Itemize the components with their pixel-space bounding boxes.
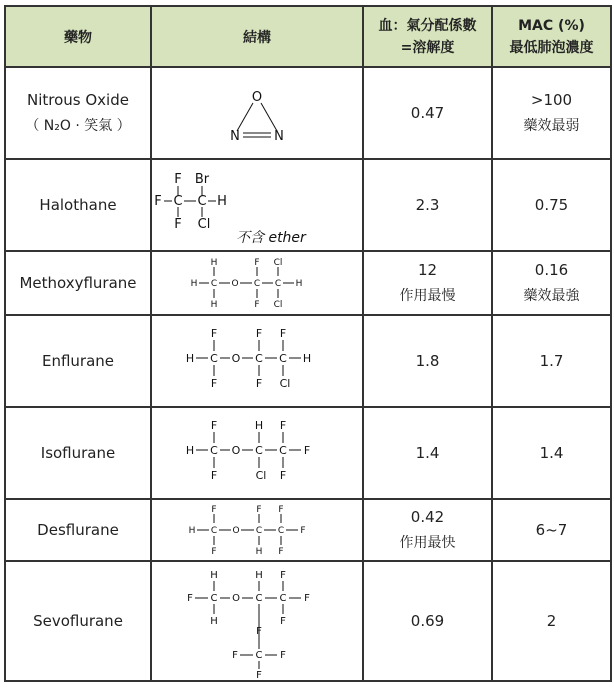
atom-label: F [174,217,182,232]
drug-name: Methoxyflurane [19,274,137,292]
header-drug: 藥物 [5,6,151,67]
atom-label: F [174,172,182,187]
partition-value: 0.47 [410,104,445,122]
atom-label: C [255,444,263,457]
atom-label: H [185,444,195,457]
drug-name: Sevoflurane [33,612,123,630]
header-partition-line1: 血：氣分配係數 [378,17,477,34]
atom-label: F [278,505,284,515]
atom-label: Cl [273,258,283,268]
atom-label: F [280,616,286,627]
atom-label: N [274,129,284,144]
atom-label: C [255,526,263,536]
structure-cell [151,251,363,315]
partition-cell [363,315,492,407]
mac-cell [492,407,611,499]
table-row [5,561,611,681]
mac-value: 1.7 [539,352,564,370]
atom-label: O [232,526,240,536]
atom-label: F [256,626,262,637]
header-mac-line2: 最低肺泡濃度 [509,39,594,56]
structure-halothane [152,161,362,249]
atom-label: H [217,194,227,209]
drug-name: Halothane [39,196,117,214]
atom-label: F [255,327,263,340]
atom-label: F [278,547,284,557]
atom-label: C [210,352,218,365]
atom-label: F [210,469,218,482]
atom-label: H [188,526,196,536]
anesthetics-table [4,5,612,682]
atom-label: H [302,352,312,365]
structure-methoxyflurane [162,254,352,312]
partition-cell [363,561,492,681]
drug-cell [5,561,151,681]
mac-value: 0.16 [534,261,569,279]
atom-label: F [232,650,238,661]
structure-n2o [157,73,357,153]
atom-label: C [277,526,285,536]
mac-cell [492,499,611,561]
atom-label: C [210,593,218,604]
partition-cell [363,67,492,159]
structure-enflurane [162,321,352,401]
mac-value: 1.4 [539,444,564,462]
atom-label: F [211,547,217,557]
mac-cell [492,251,611,315]
atom-label: O [231,444,241,457]
atom-label: C [173,194,183,209]
drug-name: Nitrous Oxide [27,91,129,109]
atom-label: O [231,352,241,365]
mac-value: 2 [546,612,557,630]
atom-label: F [211,505,217,515]
partition-value: 0.42 [410,508,445,526]
atom-label: Cl [255,469,267,482]
structure-cell [151,315,363,407]
atom-label: C [255,650,263,661]
atom-label: H [255,570,263,581]
mac-cell [492,159,611,251]
partition-cell [363,159,492,251]
partition-note: 作用最快 [399,535,456,551]
partition-cell [363,407,492,499]
atom-label: C [279,593,287,604]
atom-label: H [210,570,218,581]
atom-label: C [255,593,263,604]
atom-label: C [210,279,218,289]
table-row [5,407,611,499]
atom-label: F [254,300,260,310]
partition-note: 作用最慢 [399,288,456,304]
mac-cell [492,315,611,407]
atom-label: F [300,526,306,536]
drug-cell [5,67,151,159]
table-row [5,159,611,251]
atom-label: H [190,279,198,289]
atom-label: C [253,279,261,289]
atom-label: O [231,279,239,289]
atom-label: F [304,593,310,604]
mac-note: 藥效最弱 [523,118,580,134]
structure-isoflurane [162,413,352,493]
header-structure: 結構 [151,6,363,67]
atom-label: C [274,279,282,289]
structure-cell [151,561,363,681]
atom-label: Cl [273,300,283,310]
drug-cell [5,251,151,315]
atom-label: H [210,258,218,268]
atom-label: F [187,593,193,604]
drug-name: Desflurane [37,521,119,539]
atom-label: F [280,650,286,661]
atom-label: C [279,352,287,365]
no-ether-note: 不含 ether [236,230,306,246]
structure-cell [151,499,363,561]
header-mac [492,6,611,67]
table-row [5,67,611,159]
drug-name: Enflurane [41,352,115,370]
structure-cell [151,67,363,159]
atom-label: H [210,300,218,310]
atom-label: F [303,444,311,457]
atom-label: F [210,327,218,340]
atom-label: F [154,194,162,209]
partition-cell [363,499,492,561]
drug-cell [5,315,151,407]
partition-value: 2.3 [415,196,440,214]
structure-sevoflurane [162,564,352,678]
atom-label: H [254,419,264,432]
drug-cell [5,159,151,251]
drug-cell [5,407,151,499]
drug-name: Isoflurane [40,444,116,462]
atom-label: F [256,670,262,678]
mac-cell [492,67,611,159]
atom-label: O [232,593,240,604]
atom-label: C [210,526,218,536]
atom-label: H [255,547,263,557]
atom-label: F [279,469,287,482]
partition-value: 12 [417,261,438,279]
structure-cell [151,407,363,499]
mac-value: 0.75 [534,196,569,214]
mac-note: 藥效最強 [523,288,580,304]
atom-label: F [280,570,286,581]
atom-label: F [254,258,260,268]
atom-label: N [230,129,240,144]
atom-label: F [255,377,263,390]
drug-cell [5,499,151,561]
atom-label: F [210,377,218,390]
mac-cell [492,561,611,681]
partition-value: 1.8 [415,352,440,370]
header-partition-line2: =溶解度 [400,39,455,56]
partition-cell [363,251,492,315]
atom-label: C [255,352,263,365]
header-partition [363,6,492,67]
atom-label: F [279,419,287,432]
atom-label: H [295,279,303,289]
atom-label: Cl [279,377,291,390]
atom-label: F [256,505,262,515]
atom-label: C [279,444,287,457]
table-row [5,315,611,407]
atom-label: C [210,444,218,457]
partition-value: 1.4 [415,444,440,462]
atom-label: H [210,616,218,627]
partition-value: 0.69 [410,612,445,630]
table-row [5,251,611,315]
atom-label: Br [194,172,210,187]
atom-label: O [251,90,263,105]
atom-label: F [279,327,287,340]
drug-subname: （ N₂O · 笑氣 ） [25,118,131,134]
structure-desflurane [162,502,352,558]
header-row [5,6,611,67]
structure-cell [151,159,363,251]
table-row [5,499,611,561]
atom-label: F [210,419,218,432]
atom-label: H [185,352,195,365]
atom-label: C [197,194,207,209]
atom-label: Cl [197,217,211,232]
header-mac-line1: MAC (%) [518,17,585,34]
mac-value: 6~7 [535,521,568,539]
mac-value: >100 [530,91,573,109]
